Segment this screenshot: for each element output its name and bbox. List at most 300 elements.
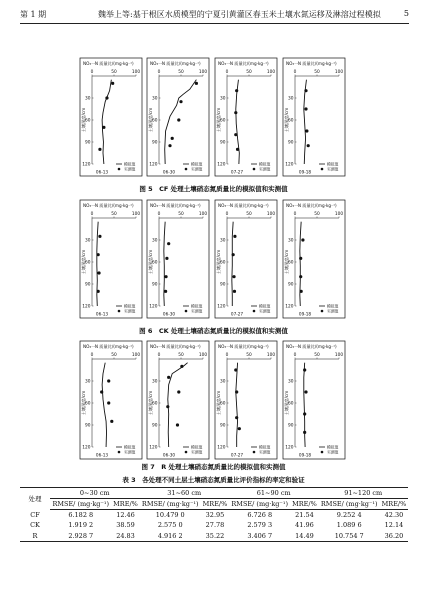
table-cell: 27.78 [205, 521, 225, 530]
observed-point [234, 111, 237, 114]
x-tick-label: 50 [111, 70, 117, 75]
x-tick-label: 0 [157, 70, 161, 75]
x-axis-label: NO₃⁻-N 质量比/(mg·kg⁻¹) [218, 61, 269, 66]
x-tick-label: 50 [111, 212, 117, 217]
legend-observed: 实测值 [124, 449, 136, 455]
table-row [20, 520, 408, 530]
date-label: 09-18 [298, 311, 312, 317]
observed-point [233, 290, 236, 293]
legend-dot-icon [253, 451, 256, 454]
y-tick-label: 90 [152, 423, 158, 429]
x-tick-label: 0 [225, 212, 229, 217]
observed-point [299, 275, 302, 278]
observed-point [235, 416, 238, 419]
observed-point [303, 431, 306, 434]
observed-point [164, 290, 167, 293]
table-cell: 14.49 [290, 531, 318, 542]
legend-dot-icon [185, 168, 188, 171]
legend-simulated: 模拟值 [191, 161, 203, 167]
panel-frame [215, 58, 277, 176]
table-cell: 2.575 0 [157, 521, 183, 530]
x-axis-label: NO₃⁻-N 质量比/(mg·kg⁻¹) [286, 203, 337, 208]
y-tick-label: 30 [152, 96, 158, 102]
table-cell: 4.916 2 [139, 531, 201, 542]
date-label: 07-27 [230, 452, 244, 458]
legend-simulated: 模拟值 [191, 444, 203, 450]
running-title: 魏举上等:基于根区水质模型的宁夏引黄灌区春玉米土壤水氮运移及淋溶过程模拟 [98, 10, 381, 19]
y-tick-label: 90 [85, 423, 91, 429]
depth-range-header: 91~120 cm [318, 488, 408, 499]
y-tick-label: 90 [288, 423, 294, 429]
observed-point [107, 401, 110, 404]
page-number: 5 [403, 9, 409, 18]
legend-simulated: 模拟值 [327, 303, 339, 309]
simulated-line [304, 363, 305, 447]
chart-panel [147, 58, 209, 176]
table-cell: 36.20 [380, 531, 408, 542]
simulated-line [236, 80, 240, 164]
chart-panel [215, 200, 277, 318]
y-tick-label: 60 [152, 401, 158, 407]
chart-panel [283, 58, 345, 176]
x-axis-label: NO₃⁻-N 质量比/(mg·kg⁻¹) [218, 344, 269, 349]
legend-observed: 实测值 [259, 449, 271, 455]
observed-point [105, 96, 108, 99]
table-cell: 2.579 3 [247, 521, 273, 530]
legend-dot-icon [321, 168, 324, 171]
x-tick-label: 50 [314, 70, 320, 75]
x-tick-label: 50 [111, 353, 117, 358]
x-tick-label: 100 [266, 212, 276, 217]
legend-observed: 实测值 [191, 166, 203, 172]
date-label: 09-18 [298, 169, 312, 175]
figure-5-caption: 图 5 CF 处理土壤硝态氮质量比的模拟值和实测值 [139, 185, 288, 193]
y-tick-label: 120 [285, 304, 294, 310]
date-label: 06-13 [95, 169, 109, 175]
x-axis-label: NO₃⁻-N 质量比/(mg·kg⁻¹) [150, 203, 201, 208]
x-tick-label: 100 [131, 353, 141, 358]
x-tick-label: 0 [225, 70, 229, 75]
y-tick-label: 60 [85, 118, 91, 124]
table-cell: 21.54 [295, 511, 314, 520]
rmse-header: RMSE/ (mg·kg⁻¹) [50, 499, 112, 510]
y-tick-label: 120 [217, 162, 226, 168]
chart-panel [283, 341, 345, 459]
y-tick-label: 90 [220, 423, 226, 429]
panel-frame [215, 200, 277, 318]
table-cell: 1.089 6 [336, 521, 362, 530]
date-label: 07-27 [230, 169, 244, 175]
y-tick-label: 60 [152, 118, 158, 124]
observed-point [97, 253, 100, 256]
legend-dot-icon [118, 168, 121, 171]
x-axis-label: NO₃⁻-N 质量比/(mg·kg⁻¹) [218, 203, 269, 208]
x-tick-label: 0 [293, 70, 297, 75]
legend-dot-icon [185, 310, 188, 313]
y-tick-label: 120 [82, 162, 91, 168]
chart-panel [147, 341, 209, 459]
legend-dot-icon [118, 451, 121, 454]
y-tick-label: 30 [85, 379, 91, 385]
depth-range-header: 0~30 cm [50, 488, 139, 499]
y-axis-label: 土壤深度/cm [81, 390, 86, 416]
x-tick-label: 50 [178, 212, 184, 217]
chart-panel [80, 341, 142, 459]
rmse-header: RMSE/ (mg·kg⁻¹) [229, 499, 291, 510]
observed-point [111, 82, 114, 85]
y-tick-label: 90 [220, 140, 226, 146]
y-axis-label: 土壤深度/cm [148, 107, 153, 133]
panel-frame [80, 58, 142, 176]
x-tick-label: 100 [131, 70, 141, 75]
figure-5-panels [0, 56, 427, 182]
x-tick-label: 100 [198, 212, 208, 217]
chart-panel [283, 200, 345, 318]
y-tick-label: 120 [149, 304, 158, 310]
x-tick-label: 0 [90, 212, 94, 217]
figure-6-panels [0, 198, 427, 324]
depth-range-header: 31~60 cm [139, 488, 228, 499]
table-3-title: 表 3 各处理不同土层土壤硝态氮质量比评价指标的率定和验证 [122, 476, 305, 484]
y-axis-label: 土壤深度/cm [284, 249, 289, 275]
y-axis-label: 土壤深度/cm [81, 249, 86, 275]
observed-point [304, 89, 307, 92]
y-tick-label: 90 [85, 140, 91, 146]
x-tick-label: 100 [334, 353, 344, 358]
simulated-line [236, 363, 238, 447]
panel-frame [283, 58, 345, 176]
observed-point [238, 427, 241, 430]
legend-simulated: 模拟值 [327, 444, 339, 450]
table-cell: 10.754 7 [318, 531, 380, 542]
date-label: 06-30 [162, 311, 176, 317]
table-cell: 32.95 [205, 511, 225, 520]
y-tick-label: 60 [288, 118, 294, 124]
table-cell: 24.83 [112, 531, 140, 542]
figure-7-panels [0, 339, 427, 465]
observed-point [304, 107, 307, 110]
y-tick-label: 90 [288, 282, 294, 288]
y-tick-label: 30 [288, 96, 294, 102]
observed-point [166, 405, 169, 408]
observed-point [232, 275, 235, 278]
y-tick-label: 120 [285, 162, 294, 168]
legend-simulated: 模拟值 [259, 444, 271, 450]
observed-point [234, 368, 237, 371]
treatment-cell: CF [30, 511, 40, 519]
treatment-header: 处理 [20, 488, 50, 510]
table-cell: 12.14 [384, 521, 404, 530]
observed-point [235, 89, 238, 92]
observed-point [176, 423, 179, 426]
legend-observed: 实测值 [327, 166, 339, 172]
legend-simulated: 模拟值 [124, 161, 136, 167]
evaluation-table [20, 487, 408, 542]
observed-point [180, 365, 183, 368]
x-tick-label: 50 [178, 353, 184, 358]
observed-point [100, 390, 103, 393]
legend-observed: 实测值 [327, 308, 339, 314]
observed-point [303, 412, 306, 415]
panel-frame [80, 200, 142, 318]
x-axis-label: NO₃⁻-N 质量比/(mg·kg⁻¹) [83, 61, 134, 66]
y-tick-label: 90 [152, 282, 158, 288]
legend-simulated: 模拟值 [327, 161, 339, 167]
table-cell: 12.46 [116, 511, 135, 520]
y-tick-label: 90 [85, 282, 91, 288]
observed-point [301, 238, 304, 241]
y-tick-label: 30 [220, 96, 226, 102]
y-tick-label: 60 [288, 401, 294, 407]
y-tick-label: 90 [288, 140, 294, 146]
y-axis-label: 土壤深度/cm [216, 390, 221, 416]
date-label: 06-13 [95, 311, 109, 317]
observed-point [171, 137, 174, 140]
legend-observed: 实测值 [259, 308, 271, 314]
simulated-line [304, 80, 307, 164]
table-header-row [20, 488, 408, 499]
y-tick-label: 60 [85, 401, 91, 407]
y-tick-label: 90 [152, 140, 158, 146]
table-cell: 38.59 [116, 521, 135, 530]
table-cell: 3.406 7 [229, 531, 291, 542]
x-axis-label: NO₃⁻-N 质量比/(mg·kg⁻¹) [83, 203, 134, 208]
simulated-line [232, 222, 233, 306]
y-tick-label: 90 [220, 282, 226, 288]
panel-frame [147, 200, 209, 318]
x-tick-label: 50 [314, 353, 320, 358]
x-tick-label: 100 [131, 212, 141, 217]
x-tick-label: 0 [225, 353, 229, 358]
table-cell: 41.96 [295, 521, 314, 530]
x-tick-label: 0 [157, 353, 161, 358]
figure-7 [0, 339, 427, 465]
simulated-line [165, 80, 197, 164]
observed-point [305, 129, 308, 132]
x-axis-label: NO₃⁻-N 质量比/(mg·kg⁻¹) [150, 344, 201, 349]
rmse-header: RMSE/ (mg·kg⁻¹) [318, 499, 380, 510]
observed-point [232, 253, 235, 256]
observed-point [165, 257, 168, 260]
y-tick-label: 30 [288, 379, 294, 385]
x-tick-label: 0 [90, 70, 94, 75]
issue-number: 第 1 期 [20, 10, 47, 19]
date-label: 06-30 [162, 169, 176, 175]
observed-point [307, 144, 310, 147]
table-cell: 2.928 7 [50, 531, 112, 542]
mre-header: MRE/% [292, 500, 317, 509]
table-cell: 1.919 2 [68, 521, 94, 530]
observed-point [107, 379, 110, 382]
x-axis-label: NO₃⁻-N 质量比/(mg·kg⁻¹) [286, 344, 337, 349]
observed-point [110, 420, 113, 423]
y-tick-label: 30 [220, 379, 226, 385]
observed-point [299, 257, 302, 260]
mre-header: MRE/% [381, 500, 407, 509]
table-cell: 10.479 0 [155, 511, 185, 520]
x-tick-label: 100 [198, 70, 208, 75]
rmse-header: RMSE/ (mg·kg⁻¹) [139, 499, 201, 510]
date-label: 06-13 [95, 452, 109, 458]
x-tick-label: 0 [293, 353, 297, 358]
x-axis-label: NO₃⁻-N 质量比/(mg·kg⁻¹) [150, 61, 201, 66]
y-axis-label: 土壤深度/cm [148, 390, 153, 416]
depth-range-header: 61~90 cm [229, 488, 318, 499]
observed-point [236, 148, 239, 151]
legend-simulated: 模拟值 [259, 303, 271, 309]
treatment-cell: CK [30, 521, 40, 530]
observed-point [98, 148, 101, 151]
observed-point [167, 376, 170, 379]
chart-panel [215, 341, 277, 459]
table-cell: 6.726 8 [247, 511, 273, 520]
table-cell: 6.182 8 [68, 511, 94, 520]
legend-dot-icon [118, 310, 121, 313]
y-tick-label: 30 [152, 238, 158, 244]
panel-frame [147, 341, 209, 459]
y-tick-label: 60 [85, 260, 91, 266]
panel-frame [283, 341, 345, 459]
y-tick-label: 120 [149, 162, 158, 168]
legend-observed: 实测值 [327, 449, 339, 455]
observed-point [167, 242, 170, 245]
observed-point [98, 235, 101, 238]
y-tick-label: 120 [149, 445, 158, 451]
chart-panel [215, 58, 277, 176]
table-metric-row [20, 499, 408, 510]
legend-observed: 实测值 [124, 308, 136, 314]
y-tick-label: 30 [288, 238, 294, 244]
legend-observed: 实测值 [259, 166, 271, 172]
observed-point [234, 133, 237, 136]
observed-point [102, 126, 105, 129]
x-tick-label: 0 [293, 212, 297, 217]
observed-point [164, 275, 167, 278]
chart-panel [147, 200, 209, 318]
x-tick-label: 50 [178, 70, 184, 75]
legend-simulated: 模拟值 [124, 303, 136, 309]
observed-point [97, 290, 100, 293]
simulated-line [102, 363, 106, 447]
x-tick-label: 50 [314, 212, 320, 217]
observed-point [303, 368, 306, 371]
x-tick-label: 100 [334, 70, 344, 75]
legend-simulated: 模拟值 [259, 161, 271, 167]
figure-7-caption: 图 7 R 处理土壤硝态氮质量比的模拟值和实测值 [141, 463, 286, 471]
x-tick-label: 0 [157, 212, 161, 217]
x-tick-label: 50 [246, 212, 252, 217]
observed-point [97, 271, 100, 274]
y-tick-label: 60 [220, 118, 226, 124]
legend-dot-icon [253, 168, 256, 171]
x-tick-label: 100 [266, 353, 276, 358]
date-label: 07-27 [230, 311, 244, 317]
x-tick-label: 0 [90, 353, 94, 358]
table-row [20, 531, 408, 542]
observed-point [179, 100, 182, 103]
legend-observed: 实测值 [124, 166, 136, 172]
y-tick-label: 120 [217, 304, 226, 310]
x-tick-label: 100 [334, 212, 344, 217]
y-tick-label: 60 [152, 260, 158, 266]
observed-point [235, 390, 238, 393]
panel-frame [283, 200, 345, 318]
y-axis-label: 土壤深度/cm [284, 107, 289, 133]
chart-panel [80, 200, 142, 318]
figure-6-caption: 图 6 CK 处理土壤硝态氮质量比的模拟值和实测值 [139, 327, 288, 335]
y-tick-label: 120 [285, 445, 294, 451]
table-cell: 9.252 4 [336, 511, 362, 520]
observed-point [177, 118, 180, 121]
y-tick-label: 120 [217, 445, 226, 451]
legend-observed: 实测值 [191, 308, 203, 314]
mre-header: MRE/% [113, 500, 138, 509]
legend-dot-icon [321, 451, 324, 454]
date-label: 06-30 [162, 452, 176, 458]
simulated-line [300, 222, 301, 306]
y-tick-label: 60 [220, 260, 226, 266]
observed-point [168, 144, 171, 147]
x-axis-label: NO₃⁻-N 质量比/(mg·kg⁻¹) [286, 61, 337, 66]
observed-point [300, 290, 303, 293]
date-label: 09-18 [298, 452, 312, 458]
simulated-line [97, 222, 98, 306]
y-tick-label: 60 [288, 260, 294, 266]
header-rule [20, 23, 409, 24]
observed-point [233, 235, 236, 238]
panel-frame [147, 58, 209, 176]
observed-point [304, 390, 307, 393]
legend-dot-icon [253, 310, 256, 313]
y-tick-label: 60 [220, 401, 226, 407]
y-axis-label: 土壤深度/cm [148, 249, 153, 275]
simulated-line [102, 80, 111, 164]
legend-simulated: 模拟值 [124, 444, 136, 450]
legend-simulated: 模拟值 [191, 303, 203, 309]
treatment-cell: R [20, 531, 50, 542]
y-axis-label: 土壤深度/cm [284, 390, 289, 416]
running-header [20, 9, 409, 23]
legend-dot-icon [321, 310, 324, 313]
y-tick-label: 30 [152, 379, 158, 385]
x-tick-label: 50 [246, 70, 252, 75]
legend-dot-icon [185, 451, 188, 454]
simulated-line [168, 363, 188, 447]
table-cell: 35.22 [201, 531, 229, 542]
simulated-line [164, 222, 165, 306]
y-tick-label: 120 [82, 445, 91, 451]
x-axis-label: NO₃⁻-N 质量比/(mg·kg⁻¹) [83, 344, 134, 349]
figure-6 [0, 198, 427, 324]
observed-point [195, 82, 198, 85]
chart-panel [80, 58, 142, 176]
figure-5 [0, 56, 427, 182]
y-tick-label: 30 [85, 238, 91, 244]
mre-header: MRE/% [202, 500, 228, 509]
y-axis-label: 土壤深度/cm [81, 107, 86, 133]
y-tick-label: 30 [85, 96, 91, 102]
observed-point [177, 390, 180, 393]
x-tick-label: 100 [266, 70, 276, 75]
table-row [20, 510, 408, 521]
y-tick-label: 120 [82, 304, 91, 310]
y-axis-label: 土壤深度/cm [216, 107, 221, 133]
panel-frame [215, 341, 277, 459]
x-tick-label: 100 [198, 353, 208, 358]
y-tick-label: 30 [220, 238, 226, 244]
panel-frame [80, 341, 142, 459]
table-cell: 42.30 [384, 511, 404, 520]
